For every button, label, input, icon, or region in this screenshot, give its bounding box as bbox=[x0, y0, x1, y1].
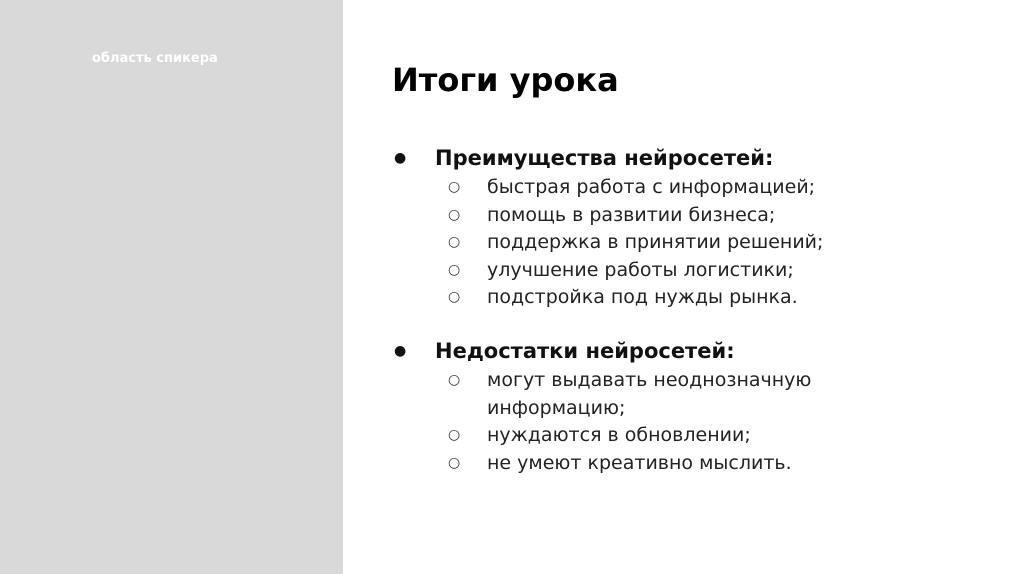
hollow-bullet-icon: ○ bbox=[448, 289, 461, 305]
list-item-text: подстройка под нужды рынка. bbox=[487, 286, 798, 308]
disadvantages-heading: Недостатки нейросетей: bbox=[435, 339, 735, 363]
list-item bbox=[394, 174, 887, 202]
hollow-bullet-icon: ○ bbox=[448, 234, 461, 250]
list-item bbox=[394, 450, 887, 478]
filled-bullet-icon: ● bbox=[394, 343, 407, 359]
list-item bbox=[394, 202, 887, 230]
list-item-text: не умеют креативно мыслить. bbox=[487, 451, 792, 474]
hollow-bullet-icon: ○ bbox=[448, 261, 461, 278]
advantages-list bbox=[394, 174, 994, 312]
hollow-bullet-icon: ○ bbox=[448, 454, 461, 471]
advantages-heading: Преимущества нейросетей: bbox=[435, 146, 774, 170]
list-item bbox=[394, 284, 887, 312]
list-item-text: нуждаются в обновлении; bbox=[487, 424, 751, 446]
slide-title: Итоги урока bbox=[392, 61, 619, 99]
list-item-text: помощь в развитии бизнеса; bbox=[487, 203, 776, 226]
list-item bbox=[394, 422, 887, 450]
speaker-area-label: область спикера bbox=[92, 51, 218, 66]
disadvantages-header bbox=[394, 337, 994, 367]
list-item-text: быстрая работа с информацией; bbox=[487, 176, 816, 198]
list-item-text: поддержка в принятии решений; bbox=[487, 231, 824, 253]
list-item-text: могут выдавать неоднозначную информацию; bbox=[487, 369, 812, 419]
list-item bbox=[394, 229, 887, 257]
list-item bbox=[394, 367, 887, 422]
list-item bbox=[394, 257, 887, 285]
speaker-area bbox=[0, 0, 343, 574]
list-item-text: улучшение работы логистики; bbox=[487, 258, 794, 281]
filled-bullet-icon: ● bbox=[394, 150, 407, 166]
disadvantages-section bbox=[394, 337, 994, 477]
advantages-section bbox=[394, 144, 994, 312]
disadvantages-list bbox=[394, 367, 994, 477]
hollow-bullet-icon: ○ bbox=[448, 427, 461, 443]
hollow-bullet-icon: ○ bbox=[448, 206, 461, 223]
advantages-header bbox=[394, 144, 994, 174]
hollow-bullet-icon: ○ bbox=[448, 179, 461, 195]
hollow-bullet-icon: ○ bbox=[448, 372, 461, 388]
